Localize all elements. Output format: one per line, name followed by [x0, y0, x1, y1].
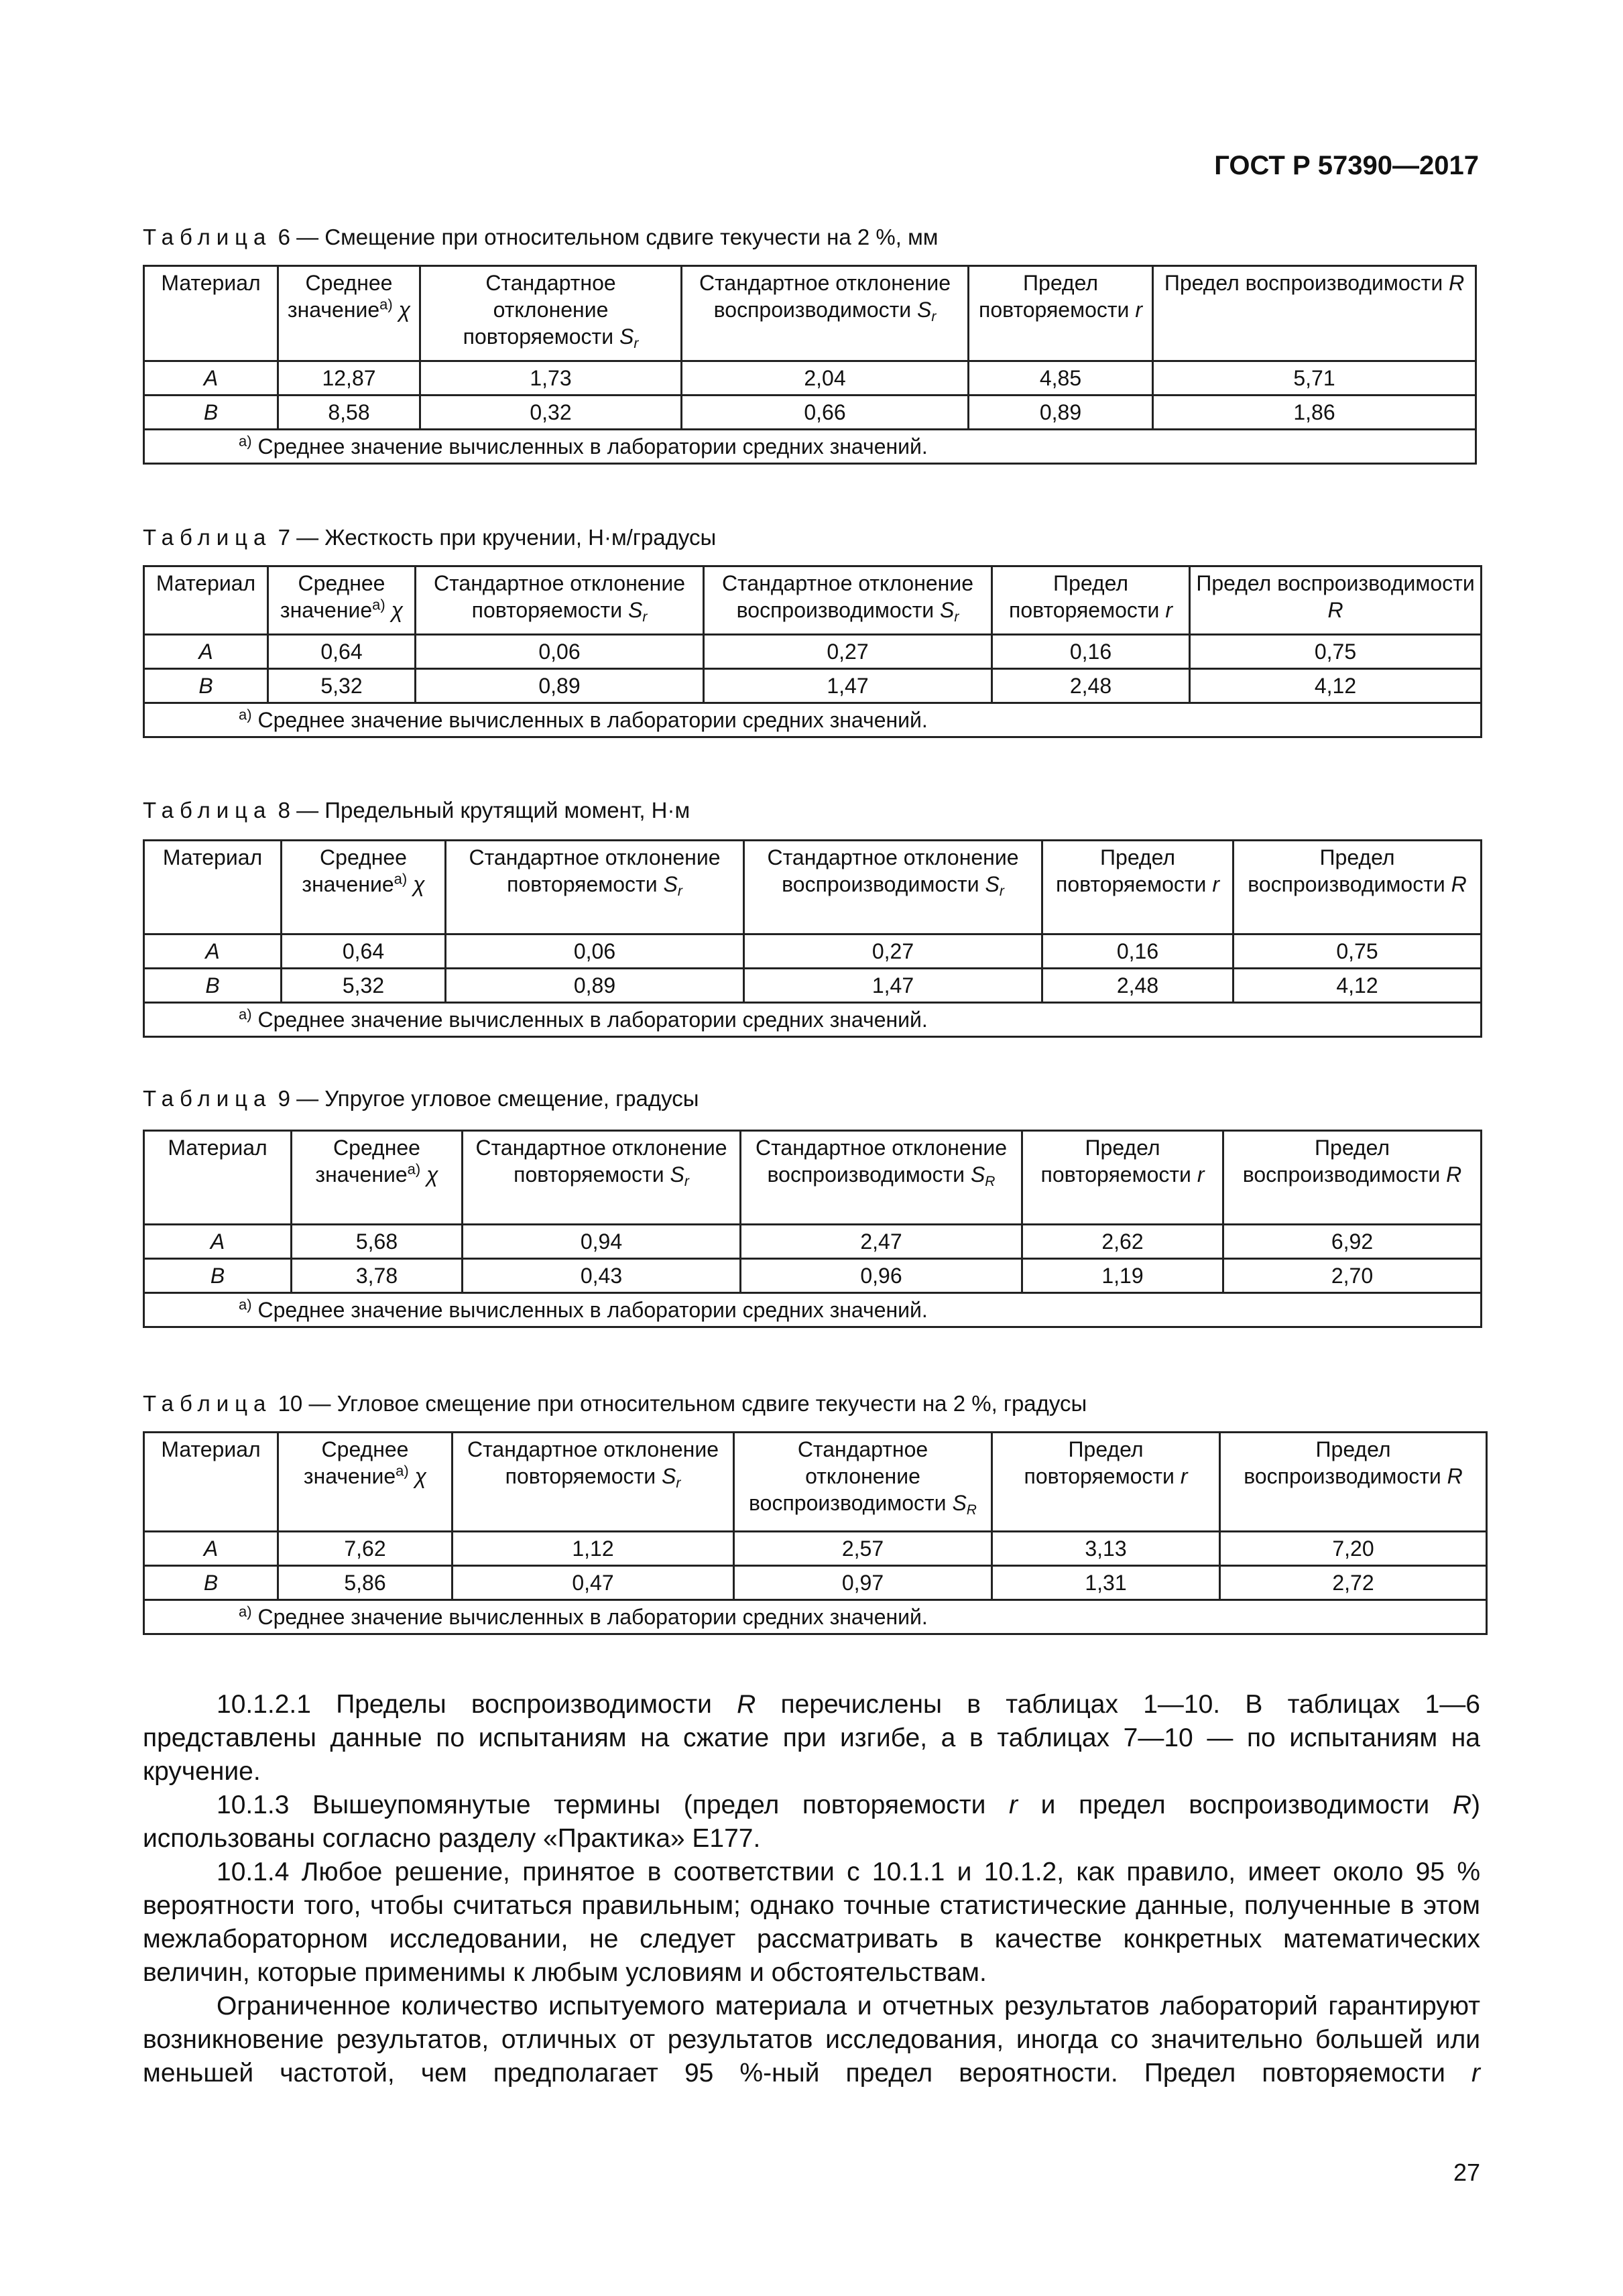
cell-material: B	[144, 1259, 292, 1293]
cell-sd-rep: 1,12	[453, 1532, 734, 1566]
cell-sd-repro: 2,57	[734, 1532, 992, 1566]
header-limit-repeatability: Предел повторяемости r	[1042, 841, 1234, 934]
cell-sd-repro: 1,47	[744, 969, 1042, 1003]
paragraph-10-1-3: 10.1.3 Вышеупомянутые термины (предел повторяемости r и предел воспроизводимости R) использованы согласно разделу «Практика» Е177.	[143, 1791, 1480, 1853]
table-row	[144, 969, 1482, 1003]
table-footnote: $^{а)}$ Среднее значение вычисленных в лаборатории средних значений.	[144, 1003, 1482, 1037]
cell-sd-repro: 0,27	[704, 635, 992, 669]
cell-mean: 5,68	[292, 1225, 463, 1259]
header-material: Материал	[144, 1131, 292, 1225]
cell-lim-repro: 2,70	[1223, 1259, 1482, 1293]
cell-sd-rep: 0,47	[453, 1566, 734, 1600]
table-header-row	[144, 1131, 1482, 1225]
table-row	[144, 635, 1482, 669]
cell-lim-repro: 7,20	[1220, 1532, 1487, 1566]
table-10-caption	[143, 1391, 1087, 1416]
table-title: — Упругое угловое смещение, градусы	[296, 1086, 699, 1111]
cell-sd-repro: 2,47	[741, 1225, 1022, 1259]
cell-lim-repro: 0,75	[1234, 934, 1482, 969]
cell-lim-repro: 1,86	[1153, 396, 1476, 430]
table-label: Таблица	[143, 525, 272, 550]
table-row	[144, 934, 1482, 969]
cell-material: A	[144, 1225, 292, 1259]
header-sd-reproducibility: Стандартное отклонение воспроизводимости $S_R$	[734, 1433, 992, 1532]
table-row	[144, 361, 1476, 396]
header-sd-repeatability: Стандартное отклонение повторяемости $S_r$	[416, 566, 704, 635]
header-sd-reproducibility: Стандартное отклонение воспроизводимости $S_r$	[704, 566, 992, 635]
header-material: Материал	[144, 566, 268, 635]
cell-lim-rep: 2,48	[1042, 969, 1234, 1003]
cell-sd-rep: 0,89	[446, 969, 744, 1003]
cell-lim-rep: 1,31	[992, 1566, 1220, 1600]
cell-mean: 5,32	[282, 969, 446, 1003]
header-sd-repeatability: Стандартное отклонение повторяемости $S_r$	[446, 841, 744, 934]
table-footnote: $^{а)}$ Среднее значение вычисленных в лаборатории средних значений.	[144, 703, 1482, 737]
cell-sd-rep: 0,89	[416, 669, 704, 703]
cell-sd-rep: 0,32	[420, 396, 682, 430]
header-sd-repeatability: Стандартное отклонение повторяемости $S_r$	[420, 266, 682, 361]
header-limit-repeatability: Предел повторяемости r	[969, 266, 1153, 361]
table-title: — Жесткость при кручении, Н·м/градусы	[296, 525, 717, 550]
table-footnote: $^{а)}$ Среднее значение вычисленных в лаборатории средних значений.	[144, 430, 1476, 464]
paragraph-10-1-4: 10.1.4 Любое решение, принятое в соответствии с 10.1.1 и 10.1.2, как правило, имеет около 95 % вероятности того, чтобы считаться правильным; однако точные статистические данные, полученные в этом межлабораторном исследовании, не следует рассматривать в качестве конкретных математических величин, которые применимы к любым условиям и обстоятельствам.	[143, 1858, 1480, 1987]
cell-sd-repro: 0,66	[682, 396, 969, 430]
cell-mean: 8,58	[278, 396, 420, 430]
cell-mean: 3,78	[292, 1259, 463, 1293]
cell-material: A	[144, 1532, 278, 1566]
cell-lim-repro: 5,71	[1153, 361, 1476, 396]
cell-lim-rep: 0,16	[992, 635, 1190, 669]
table-footnote-row	[144, 430, 1476, 464]
cell-sd-rep: 1,73	[420, 361, 682, 396]
header-limit-repeatability: Предел повторяемости r	[992, 566, 1190, 635]
header-mean: Среднее значение$^{а)}$ χ	[268, 566, 416, 635]
table-row	[144, 1259, 1482, 1293]
cell-sd-rep: 0,94	[463, 1225, 741, 1259]
cell-material: B	[144, 969, 282, 1003]
cell-sd-rep: 0,06	[446, 934, 744, 969]
cell-sd-repro: 0,97	[734, 1566, 992, 1600]
cell-lim-rep: 2,62	[1022, 1225, 1223, 1259]
table-row	[144, 669, 1482, 703]
header-mean: Среднее значение$^{а)}$ χ	[278, 1433, 453, 1532]
header-material: Материал	[144, 266, 278, 361]
table-title: — Смещение при относительном сдвиге текучести на 2 %, мм	[296, 225, 939, 249]
table-header-row	[144, 266, 1476, 361]
table-label: Таблица	[143, 225, 272, 249]
table-footnote: $^{а)}$ Среднее значение вычисленных в лаборатории средних значений.	[144, 1293, 1482, 1327]
cell-sd-repro: 2,04	[682, 361, 969, 396]
header-sd-reproducibility: Стандартное отклонение воспроизводимости $S_R$	[741, 1131, 1022, 1225]
table-row	[144, 1532, 1487, 1566]
header-limit-repeatability: Предел повторяемости r	[1022, 1131, 1223, 1225]
cell-sd-repro: 1,47	[704, 669, 992, 703]
cell-lim-rep: 4,85	[969, 361, 1153, 396]
header-material: Материал	[144, 841, 282, 934]
header-mean: Среднее значение$^{а)}$ χ	[278, 266, 420, 361]
table-label: Таблица	[143, 1086, 272, 1111]
header-sd-repeatability: Стандартное отклонение повторяемости $S_r$	[453, 1433, 734, 1532]
table-6	[143, 265, 1477, 465]
header-limit-reproducibility: Предел воспроизводимости R	[1153, 266, 1476, 361]
paragraph-10-1-2-1: 10.1.2.1 Пределы воспроизводимости R перечислены в таблицах 1—10. В таблицах 1—6 представлены данные по испытаниям на сжатие при изгибе, а в таблицах 7—10 — по испытаниям на кручение.	[143, 1690, 1480, 1786]
table-row	[144, 396, 1476, 430]
body-text	[143, 1688, 1480, 2090]
table-footnote-row	[144, 1003, 1482, 1037]
table-footnote: $^{а)}$ Среднее значение вычисленных в лаборатории средних значений.	[144, 1600, 1487, 1634]
cell-lim-rep: 0,16	[1042, 934, 1234, 969]
header-limit-reproducibility: Предел воспроизводимости R	[1220, 1433, 1487, 1532]
document-code: ГОСТ Р 57390—2017	[1214, 151, 1479, 180]
header-limit-reproducibility: Предел воспроизводимости R	[1223, 1131, 1482, 1225]
cell-material: A	[144, 635, 268, 669]
table-title: — Угловое смещение при относительном сдвиге текучести на 2 %, градусы	[308, 1391, 1087, 1416]
cell-mean: 0,64	[268, 635, 416, 669]
cell-mean: 5,32	[268, 669, 416, 703]
table-9-caption	[143, 1086, 699, 1111]
table-6-caption	[143, 225, 938, 250]
table-number: 7	[278, 525, 290, 550]
table-title: — Предельный крутящий момент, Н·м	[296, 798, 690, 823]
page-number: 27	[1453, 2159, 1480, 2186]
cell-lim-rep: 3,13	[992, 1532, 1220, 1566]
cell-lim-repro: 0,75	[1190, 635, 1482, 669]
cell-sd-rep: 0,43	[463, 1259, 741, 1293]
header-mean: Среднее значение$^{а)}$ χ	[282, 841, 446, 934]
table-7-caption	[143, 525, 716, 550]
table-number: 6	[278, 225, 290, 249]
table-header-row	[144, 566, 1482, 635]
cell-mean: 7,62	[278, 1532, 453, 1566]
table-10	[143, 1431, 1488, 1635]
cell-material: B	[144, 396, 278, 430]
cell-sd-repro: 0,96	[741, 1259, 1022, 1293]
cell-lim-repro: 6,92	[1223, 1225, 1482, 1259]
table-7	[143, 565, 1482, 738]
cell-lim-rep: 0,89	[969, 396, 1153, 430]
header-sd-reproducibility: Стандартное отклонение воспроизводимости $S_r$	[682, 266, 969, 361]
table-number: 8	[278, 798, 290, 823]
paragraph-limited-quantity: Ограниченное количество испытуемого материала и отчетных результатов лабораторий гарантируют возникновение результатов, отличных от результатов исследования, иногда со значительно большей или меньшей частотой, чем предполагает 95 %-ный предел вероятности. Предел повторяемости r	[143, 1992, 1480, 2088]
table-label: Таблица	[143, 1391, 272, 1416]
cell-material: A	[144, 934, 282, 969]
header-sd-repeatability: Стандартное отклонение повторяемости $S_r$	[463, 1131, 741, 1225]
table-8	[143, 839, 1482, 1038]
cell-material: B	[144, 669, 268, 703]
cell-mean: 12,87	[278, 361, 420, 396]
header-limit-repeatability: Предел повторяемости r	[992, 1433, 1220, 1532]
table-number: 9	[278, 1086, 290, 1111]
cell-sd-repro: 0,27	[744, 934, 1042, 969]
table-row	[144, 1225, 1482, 1259]
header-sd-reproducibility: Стандартное отклонение воспроизводимости $S_r$	[744, 841, 1042, 934]
table-label: Таблица	[143, 798, 272, 823]
header-mean: Среднее значение$^{а)}$ χ	[292, 1131, 463, 1225]
cell-lim-rep: 2,48	[992, 669, 1190, 703]
header-limit-reproducibility: Предел воспроизводимости R	[1234, 841, 1482, 934]
cell-mean: 5,86	[278, 1566, 453, 1600]
cell-lim-repro: 2,72	[1220, 1566, 1487, 1600]
table-number: 10	[278, 1391, 303, 1416]
header-limit-reproducibility: Предел воспроизводимости R	[1190, 566, 1482, 635]
cell-lim-repro: 4,12	[1234, 969, 1482, 1003]
cell-material: B	[144, 1566, 278, 1600]
table-footnote-row	[144, 1293, 1482, 1327]
table-header-row	[144, 1433, 1487, 1532]
table-row	[144, 1566, 1487, 1600]
table-footnote-row	[144, 1600, 1487, 1634]
header-material: Материал	[144, 1433, 278, 1532]
cell-sd-rep: 0,06	[416, 635, 704, 669]
cell-material: A	[144, 361, 278, 396]
table-header-row	[144, 841, 1482, 934]
table-9	[143, 1130, 1482, 1328]
table-8-caption	[143, 798, 690, 823]
cell-mean: 0,64	[282, 934, 446, 969]
cell-lim-repro: 4,12	[1190, 669, 1482, 703]
table-footnote-row	[144, 703, 1482, 737]
cell-lim-rep: 1,19	[1022, 1259, 1223, 1293]
